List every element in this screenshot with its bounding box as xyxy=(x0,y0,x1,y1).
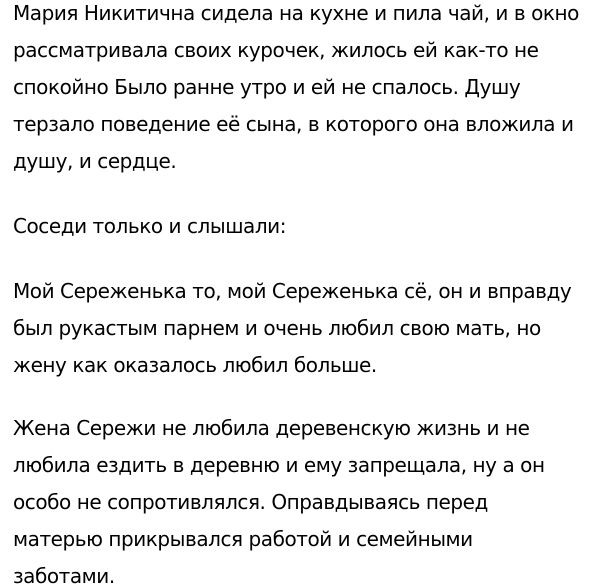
text-line: Жена Сережи не любила деревенскую жизнь и не xyxy=(13,416,530,440)
text-line: матерью прикрывался работой и семейными xyxy=(13,527,473,551)
text-line: Мой Сереженька то, мой Сереженька сё, он и вправду xyxy=(13,279,572,303)
text-line: спокойно Было ранне утро и ей не спалось. Душу xyxy=(13,75,521,99)
paragraph-2 xyxy=(13,208,286,245)
text-line: Мария Никитична сидела на кухне и пила чай, и в окно xyxy=(13,1,579,25)
text-line: жену как оказалось любил больше. xyxy=(13,353,377,377)
text-line: особо не сопротивлялся. Оправдываясь перед xyxy=(13,490,488,514)
text-line: Соседи только и слышали: xyxy=(13,214,287,238)
text-line: был рукастым парнем и очень любил свою мать, но xyxy=(13,316,541,340)
text-line: терзало поведение её сына, в которого она вложила и xyxy=(13,112,574,136)
text-line: любила ездить в деревню и ему запрещала, ну а он xyxy=(13,453,545,477)
paragraph-3 xyxy=(13,273,571,384)
paragraph-1 xyxy=(13,0,579,180)
text-line: душу, и сердце. xyxy=(13,149,177,173)
text-line: заботами. xyxy=(13,564,115,586)
paragraph-4 xyxy=(13,410,545,586)
text-line: рассматривала своих курочек, жилось ей как-то не xyxy=(13,38,539,62)
